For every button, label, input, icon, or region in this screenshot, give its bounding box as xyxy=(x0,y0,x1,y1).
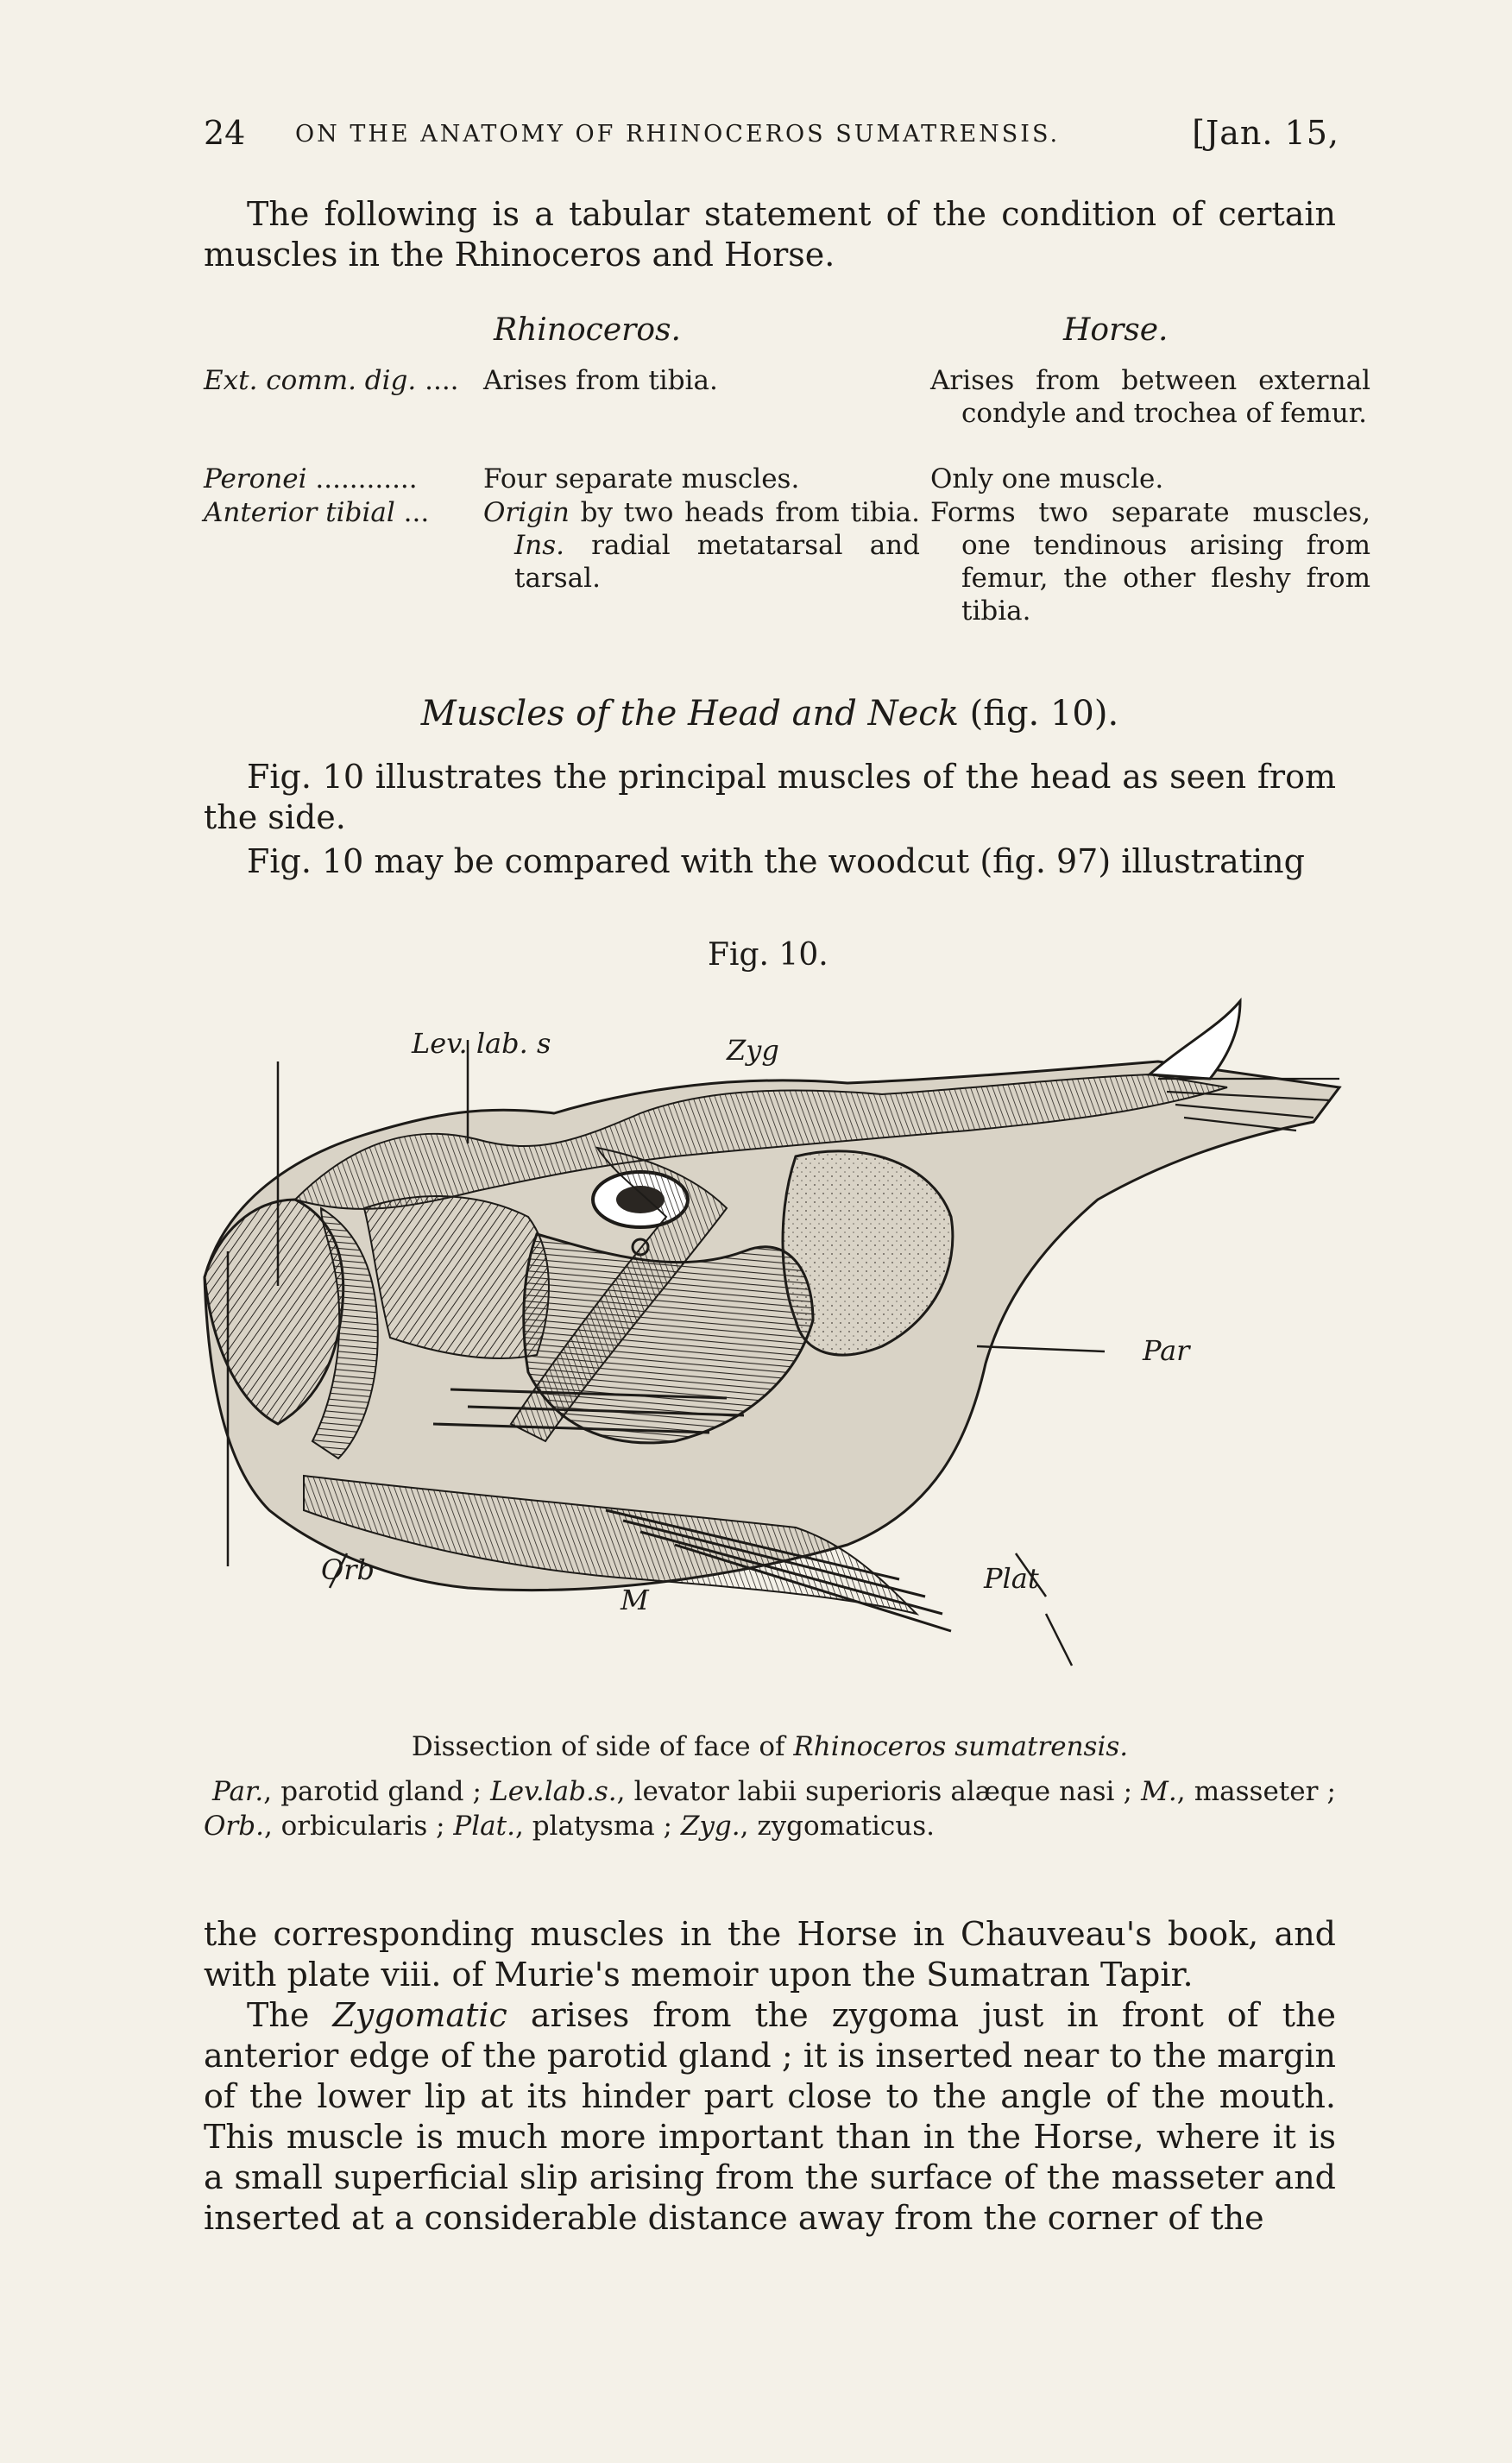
horn-tip xyxy=(1150,1001,1240,1079)
label-orb: Orb xyxy=(321,1553,375,1586)
table-row-label xyxy=(204,364,463,397)
label-zyg: Zyg xyxy=(727,1034,779,1067)
column-header-horse: Horse. xyxy=(1063,312,1169,348)
table-row-label xyxy=(204,496,463,529)
term-zygomatic: Zygomatic xyxy=(332,1996,507,2034)
muscle-name: Anterior tibial xyxy=(204,497,395,528)
body-paragraph: Fig. 10 illustrates the principal muscles of the head as seen from the side. xyxy=(204,758,1336,836)
page-number: 24 xyxy=(204,114,246,152)
section-heading-italic: Muscles of the Head and Neck xyxy=(420,694,959,734)
table-cell-rhinoceros: Four separate muscles. xyxy=(483,463,800,494)
caption-prefix: Dissection of side of face of xyxy=(411,1731,794,1762)
levator-labii-muscle xyxy=(364,1196,549,1358)
table-cell-rhinoceros: Arises from tibia. xyxy=(483,365,718,396)
label-lev-lab: Lev. lab. s xyxy=(412,1027,551,1060)
running-head xyxy=(204,114,1339,157)
key-text: , parotid gland ; xyxy=(263,1776,491,1807)
figure-caption-title xyxy=(204,1729,1336,1764)
body-paragraph-continuation: the corresponding muscles in the Horse in Chauveau's book, and with plate viii. of Murie's memoir upon the Sumatran Tapir. xyxy=(204,1915,1336,1994)
key-abbr: Plat. xyxy=(453,1811,515,1842)
label-par: Par xyxy=(1143,1334,1190,1367)
section-heading xyxy=(204,692,1336,735)
dot-leader: ............ xyxy=(306,463,418,494)
origin-text: by two heads from tibia. xyxy=(569,497,920,528)
insertion-label: Ins. xyxy=(514,530,564,561)
key-text: , orbicularis ; xyxy=(263,1811,454,1842)
caption-species: Rhinoceros sumatrensis. xyxy=(793,1731,1129,1762)
key-abbr: Par. xyxy=(212,1776,264,1807)
column-header-rhinoceros: Rhinoceros. xyxy=(494,312,681,348)
label-m: M xyxy=(621,1584,649,1616)
insertion-text: radial metatarsal and tarsal. xyxy=(514,530,920,594)
muscle-name: Peronei xyxy=(204,463,307,494)
figure-dissection xyxy=(192,992,1357,1709)
table-cell-rhinoceros xyxy=(483,496,920,595)
table-cell-horse: Forms two separate muscles, one tendinous arising from femur, the other fleshy from tibia. xyxy=(930,497,1370,627)
section-heading-ref: (fig. 10). xyxy=(958,694,1119,734)
key-abbr: Lev.lab.s. xyxy=(490,1776,617,1807)
key-text: , platysma ; xyxy=(514,1811,681,1842)
table-row-label xyxy=(204,463,463,495)
muscle-name: Ext. comm. dig. xyxy=(204,365,417,396)
label-plat: Plat xyxy=(984,1562,1039,1595)
paragraph-rest: arises from the zygoma just in front of the anterior edge of the parotid gland ; it is inserted near to the margin of the lower lip at its hinder part close to the angle of the mouth. This muscle is much more important than in the Horse, where it is a small superficial slip arising from the surface of the masseter and inserted at a considerable distance away from the corner of the xyxy=(204,1996,1336,2237)
dot-leader: .... xyxy=(416,365,459,396)
paragraph-lead: The xyxy=(247,1996,333,2034)
intro-paragraph: The following is a tabular statement of the condition of certain muscles in the Rhinoceros and Horse. xyxy=(204,195,1336,274)
key-text: , zygomaticus. xyxy=(740,1811,936,1842)
key-abbr: Zyg. xyxy=(680,1811,740,1842)
running-title: ON THE ANATOMY OF RHINOCEROS SUMATRENSIS. xyxy=(295,121,1061,148)
dot-leader: ... xyxy=(394,497,430,528)
table-cell-horse: Arises from between external condyle and trochea of femur. xyxy=(930,365,1370,429)
key-abbr: M. xyxy=(1141,1776,1177,1807)
origin-label: Origin xyxy=(483,497,570,528)
key-abbr: Orb. xyxy=(204,1811,264,1842)
table-cell-horse: Only one muscle. xyxy=(930,463,1164,494)
key-text: , masseter ; xyxy=(1176,1776,1337,1807)
figure-caption-key xyxy=(204,1774,1336,1843)
key-text: , levator labii superioris alæque nasi ; xyxy=(616,1776,1142,1807)
running-date: [Jan. 15, xyxy=(1192,114,1339,152)
figure-label: Fig. 10. xyxy=(708,937,828,973)
body-paragraph: Fig. 10 may be compared with the woodcut (fig. 97) illustrating xyxy=(247,842,1305,880)
body-paragraph-zygomatic xyxy=(204,1995,1336,2239)
